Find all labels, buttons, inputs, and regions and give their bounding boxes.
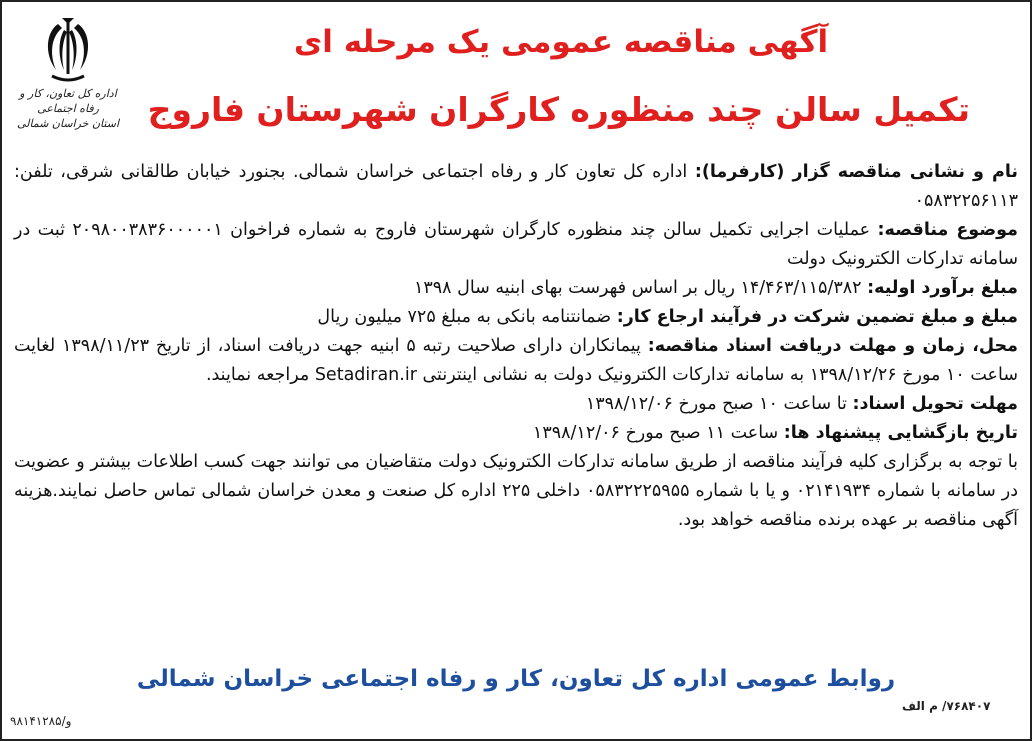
employer-paragraph [14,158,1018,216]
subject-text: عملیات اجرایی تکمیل سالن چند منظوره کارگران شهرستان فاروج به شماره فراخوان ۲۰۹۸۰۰۳۸۳۶۰۰۰۰۰۱ ثبت در سامانه تدارکات الکترونیک دولت [14,220,1018,269]
delivery-label: مهلت تحویل اسناد: [852,394,1018,414]
guarantee-label: مبلغ و مبلغ تضمین شرکت در فرآیند ارجاع کار: [616,307,1018,327]
delivery-text: تا ساعت ۱۰ صبح مورخ ۱۳۹۸/۱۲/۰۶ [585,394,847,414]
employer-text: اداره کل تعاون کار و رفاه اجتماعی خراسان شمالی. بجنورد خیابان طالقانی شرقی، تلفن: ۰۵۸۳۲۲۵۶۱۱۳ [14,162,1018,211]
estimate-text: ۱۴/۴۶۳/۱۱۵/۳۸۲ ریال بر اساس فهرست بهای ابنیه سال ۱۳۹۸ [413,278,862,298]
subject-label: موضوع مناقصه: [877,220,1018,240]
publication-code: و/۹۸۱۴۱۲۸۵ [10,714,72,728]
guarantee-paragraph [14,303,1018,332]
estimate-paragraph [14,274,1018,303]
footer-title: روابط عمومی اداره کل تعاون، کار و رفاه اجتماعی خراسان شمالی [136,666,896,692]
employer-label: نام و نشانی مناقصه گزار (کارفرما): [694,162,1018,182]
note-paragraph: با توجه به برگزاری کلیه فرآیند مناقصه از طریق سامانه تدارکات الکترونیک دولت متقاضیان می توانند جهت کسب اطلاعات بیشتر و عضویت در سامانه با شماره ۰۲۱۴۱۹۳۴ و یا با شماره ۰۵۸۳۲۲۲۵۹۵۵ داخلی ۲۲۵ اداره کل صنعت و معدن خراسان شمالی تماس حاصل نمایند.هزینه آگهی مناقصه بر عهده برنده مناقصه خواهد بود. [14,452,1019,530]
logo-line-2: استان خراسان شمالی [16,117,120,130]
notice-subtitle: تکمیل سالن چند منظوره کارگران شهرستان فاروج [147,90,970,129]
opening-paragraph [14,419,1018,448]
notice-title: آگهی مناقصه عمومی یک مرحله ای [293,24,829,60]
iran-emblem-icon [36,14,100,86]
documents-paragraph [14,332,1018,390]
ministry-logo [8,14,128,149]
opening-label: تاریخ بازگشایی پیشنهاد ها: [783,423,1018,443]
delivery-paragraph [14,390,1018,419]
logo-line-1: اداره کل تعاون، کار و رفاه اجتماعی [19,87,117,115]
estimate-label: مبلغ برآورد اولیه: [867,278,1018,298]
notice-code: ۷۶۸۴۰۷/ م الف [902,699,991,713]
notice-body [14,158,1018,535]
guarantee-text: ضمانتنامه بانکی به مبلغ ۷۲۵ میلیون ریال [317,307,612,327]
opening-text: ساعت ۱۱ صبح مورخ ۱۳۹۸/۱۲/۰۶ [532,423,779,443]
documents-text: پیمانکاران دارای صلاحیت رتبه ۵ ابنیه جهت دریافت اسناد، از تاریخ ۱۳۹۸/۱۱/۲۳ لغایت ساعت ۱۰ مورخ ۱۳۹۸/۱۲/۲۶ به سامانه تدارکات الکترونیک دولت به نشانی اینترنتی Setadiran.ir مراجعه نمایند. [14,336,1018,385]
documents-label: محل، زمان و مهلت دریافت اسناد مناقصه: [647,336,1018,356]
subject-paragraph [14,216,1018,274]
notice-header [2,2,1030,152]
